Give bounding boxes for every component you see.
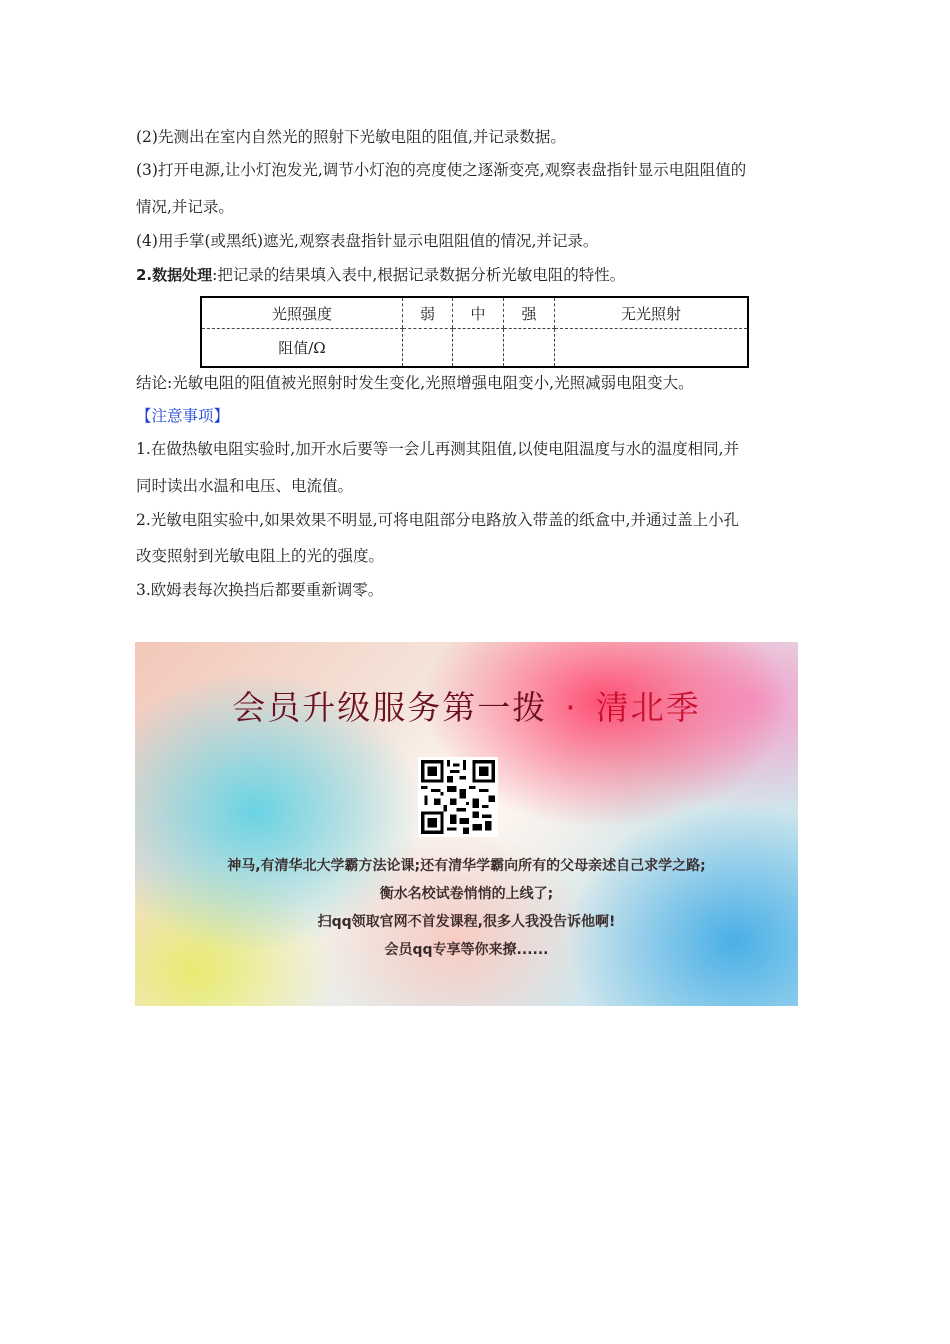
banner-line: 扫qq领取官网不首发课程,很多人我没告诉他啊! xyxy=(317,914,616,930)
table-row xyxy=(201,329,748,368)
step-3-line2: 情况,并记录。 xyxy=(136,198,234,216)
step-3-line1: (3)打开电源,让小灯泡发光,调节小灯泡的亮度使之逐渐变亮,观察表盘指针显示电阻阻值的 xyxy=(136,161,747,179)
table-header-cell: 光照强度 xyxy=(201,297,403,329)
banner-line: 神马,有清华北大学霸方法论课;还有清华学霸向所有的父母亲述自己求学之路; xyxy=(227,858,706,874)
note-3: 3.欧姆表每次换挡后都要重新调零。 xyxy=(136,581,384,599)
banner-line: 会员qq专享等你来撩...... xyxy=(384,942,549,958)
light-resistance-table xyxy=(200,296,749,368)
banner-title xyxy=(135,682,798,729)
table-row-label: 阻值/Ω xyxy=(278,339,326,357)
note-1-line1: 1.在做热敏电阻实验时,加开水后要等一会儿再测其阻值,以使电阻温度与水的温度相同,并 xyxy=(136,440,740,458)
banner-title-dot: · xyxy=(565,688,578,727)
banner-title-main: 会员升级服务第一拨 xyxy=(232,688,548,727)
table-header-row xyxy=(201,297,748,329)
banner-text xyxy=(135,852,798,964)
banner-title-season: 清北季 xyxy=(595,688,701,727)
qr-code-icon[interactable] xyxy=(418,757,498,837)
note-1-line2: 同时读出水温和电压、电流值。 xyxy=(136,477,354,495)
table-cell xyxy=(403,329,453,368)
data-processing-heading: 2.数据处理 xyxy=(136,266,213,284)
table-cell xyxy=(555,329,749,368)
data-processing xyxy=(136,258,816,292)
conclusion: 结论:光敏电阻的阻值被光照射时发生变化,光照增强电阻变小,光照减弱电阻变大。 xyxy=(136,374,694,392)
membership-banner[interactable] xyxy=(135,642,798,1006)
table-header-cell: 弱 xyxy=(403,297,453,329)
banner-line: 衡水名校试卷悄悄的上线了; xyxy=(379,886,554,902)
table-cell xyxy=(504,329,555,368)
notes-heading: 【注意事项】 xyxy=(136,407,230,425)
table-cell xyxy=(453,329,504,368)
step-2: (2)先测出在室内自然光的照射下光敏电阻的阻值,并记录数据。 xyxy=(136,128,566,146)
note-2-line2: 改变照射到光敏电阻上的光的强度。 xyxy=(136,547,385,565)
data-processing-text: :把记录的结果填入表中,根据记录数据分析光敏电阻的特性。 xyxy=(212,266,626,284)
note-2-line1: 2.光敏电阻实验中,如果效果不明显,可将电阻部分电路放入带盖的纸盒中,并通过盖上小孔 xyxy=(136,511,740,529)
table-header-cell: 无光照射 xyxy=(555,297,749,329)
table-header-cell: 中 xyxy=(453,297,504,329)
table-header-cell: 强 xyxy=(504,297,555,329)
step-4: (4)用手掌(或黑纸)遮光,观察表盘指针显示电阻阻值的情况,并记录。 xyxy=(136,232,599,250)
